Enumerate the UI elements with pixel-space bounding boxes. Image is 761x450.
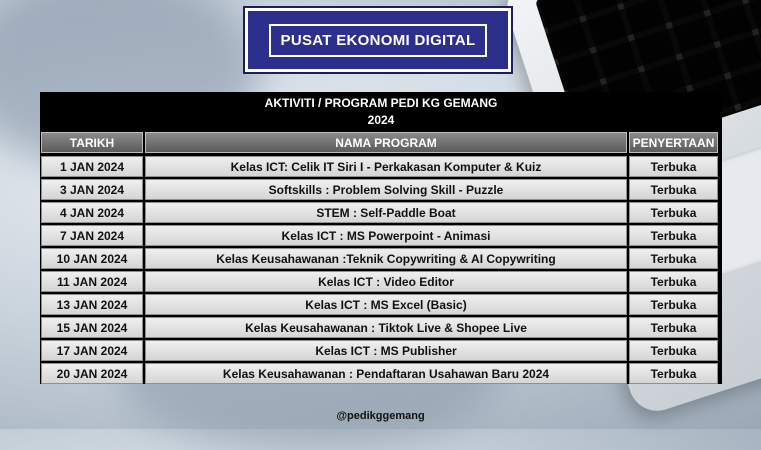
row-status: Terbuka: [629, 179, 718, 200]
row-status: Terbuka: [629, 202, 718, 223]
row-status: Terbuka: [629, 156, 718, 177]
table-title-main: AKTIVITI / PROGRAM PEDI KG GEMANG: [264, 96, 498, 110]
header-participation: PENYERTAAN: [629, 132, 718, 153]
row-date: 4 JAN 2024: [41, 202, 143, 223]
row-date: 20 JAN 2024: [41, 363, 143, 384]
table-row: [40, 271, 722, 292]
row-program: Kelas ICT : MS Powerpoint - Animasi: [145, 225, 627, 246]
table-row: [40, 179, 722, 200]
row-status: Terbuka: [629, 294, 718, 315]
table-row: [40, 294, 722, 315]
row-program: Kelas Keusahawanan : Pendaftaran Usahawan Baru 2024: [145, 363, 627, 384]
row-program: Kelas ICT : MS Publisher: [145, 340, 627, 361]
table-title-year: 2024: [367, 113, 395, 127]
table-row: [40, 202, 722, 223]
table-row: [40, 248, 722, 269]
row-program: Kelas Keusahawanan :Teknik Copywriting & AI Copywriting: [145, 248, 627, 269]
table-header-row: [40, 132, 722, 153]
row-program: Kelas Keusahawanan : Tiktok Live & Shopee Live: [145, 317, 627, 338]
row-status: Terbuka: [629, 248, 718, 269]
header-banner: [245, 8, 511, 72]
table-row: [40, 225, 722, 246]
program-table: [40, 92, 722, 384]
table-row: [40, 340, 722, 361]
table-title: [40, 92, 722, 130]
row-status: Terbuka: [629, 271, 718, 292]
row-status: Terbuka: [629, 340, 718, 361]
header-date: TARIKH: [41, 132, 143, 153]
row-date: 11 JAN 2024: [41, 271, 143, 292]
row-date: 10 JAN 2024: [41, 248, 143, 269]
row-date: 3 JAN 2024: [41, 179, 143, 200]
row-date: 1 JAN 2024: [41, 156, 143, 177]
banner-title: PUSAT EKONOMI DIGITAL: [269, 24, 488, 57]
header-program: NAMA PROGRAM: [145, 132, 627, 153]
row-status: Terbuka: [629, 317, 718, 338]
row-status: Terbuka: [629, 363, 718, 384]
row-program: Kelas ICT : MS Excel (Basic): [145, 294, 627, 315]
table-row: [40, 363, 722, 384]
row-program: Kelas ICT: Celik IT Siri I - Perkakasan Komputer & Kuiz: [145, 156, 627, 177]
row-date: 17 JAN 2024: [41, 340, 143, 361]
row-date: 13 JAN 2024: [41, 294, 143, 315]
table-row: [40, 156, 722, 177]
row-date: 15 JAN 2024: [41, 317, 143, 338]
row-program: Softskills : Problem Solving Skill - Puzzle: [145, 179, 627, 200]
row-status: Terbuka: [629, 225, 718, 246]
row-program: STEM : Self-Paddle Boat: [145, 202, 627, 223]
row-date: 7 JAN 2024: [41, 225, 143, 246]
row-program: Kelas ICT : Video Editor: [145, 271, 627, 292]
table-row: [40, 317, 722, 338]
social-handle: @pedikggemang: [336, 410, 425, 422]
